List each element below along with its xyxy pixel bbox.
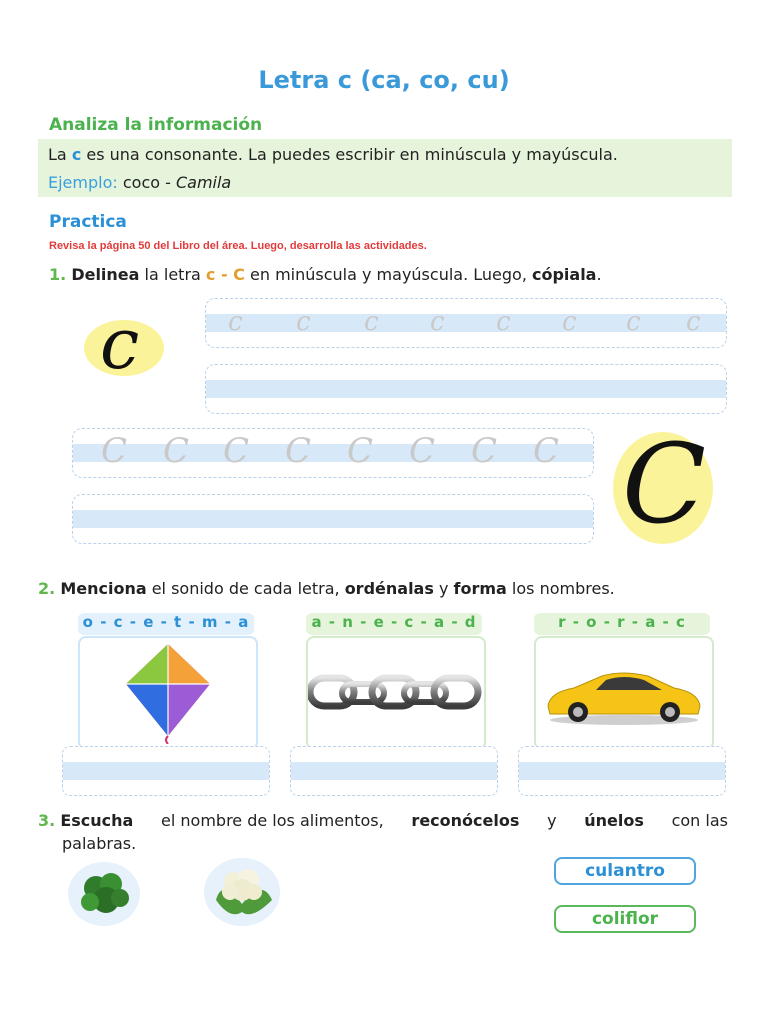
- practica-heading: Practica: [49, 212, 127, 232]
- guide-letter: C: [409, 431, 436, 471]
- culantro-picture[interactable]: [66, 858, 148, 928]
- car-image: [544, 666, 704, 726]
- question-2: 2. Menciona el sonido de cada letra, ordénalas y forma los nombres.: [38, 579, 615, 598]
- guide-letter: c: [686, 307, 701, 337]
- kite-card: [78, 636, 258, 750]
- question-3: 3. Escucha el nombre de los alimentos, reconócelos y únelos con las palabras.: [38, 811, 728, 853]
- guide-letter: c: [496, 307, 511, 337]
- question-1: 1. Delinea la letra c - C en minúscula y mayúscula. Luego, cópiala.: [49, 265, 602, 284]
- guide-letter: C: [223, 431, 250, 471]
- copy-line-small-c[interactable]: [205, 364, 727, 414]
- analiza-heading: Analiza la información: [49, 115, 263, 135]
- chain-card: [306, 636, 486, 750]
- scrambled-word-3: r - o - r - a - c: [534, 613, 710, 635]
- small-c-model: c: [78, 312, 170, 380]
- guide-letter: C: [347, 431, 374, 471]
- scrambled-word-2: a - n - e - c - a - d: [306, 613, 482, 635]
- word-culantro[interactable]: culantro: [554, 857, 696, 885]
- guide-letter: C: [471, 431, 498, 471]
- big-c-model: C: [608, 428, 718, 548]
- info-line-1: La c es una consonante. La puedes escribir en minúscula y mayúscula.: [48, 145, 618, 164]
- car-card: [534, 636, 714, 750]
- guide-letter: C: [285, 431, 312, 471]
- guide-letter: C: [163, 431, 190, 471]
- answer-field-2[interactable]: [290, 746, 498, 796]
- page-title: Letra c (ca, co, cu): [258, 66, 510, 94]
- info-line-2: Ejemplo: coco - Camila: [48, 173, 232, 192]
- kite-image: [118, 644, 218, 744]
- trace-line-small-c[interactable]: [205, 298, 727, 348]
- copy-line-big-c[interactable]: [72, 494, 594, 544]
- word-coliflor[interactable]: coliflor: [554, 905, 696, 933]
- coliflor-picture[interactable]: [202, 854, 288, 928]
- guide-letter: c: [296, 307, 311, 337]
- practica-note: Revisa la página 50 del Libro del área. Luego, desarrolla las actividades.: [49, 240, 427, 252]
- trace-line-big-c[interactable]: [72, 428, 594, 478]
- answer-field-3[interactable]: [518, 746, 726, 796]
- guide-letter: C: [101, 431, 128, 471]
- answer-field-1[interactable]: [62, 746, 270, 796]
- guide-letter: c: [430, 307, 445, 337]
- chain-image: [308, 668, 484, 718]
- guide-letter: C: [533, 431, 560, 471]
- guide-letter: c: [626, 307, 641, 337]
- guide-letter: c: [562, 307, 577, 337]
- guide-letter: c: [228, 307, 243, 337]
- scrambled-word-1: o - c - e - t - m - a: [78, 613, 254, 635]
- guide-letter: c: [364, 307, 379, 337]
